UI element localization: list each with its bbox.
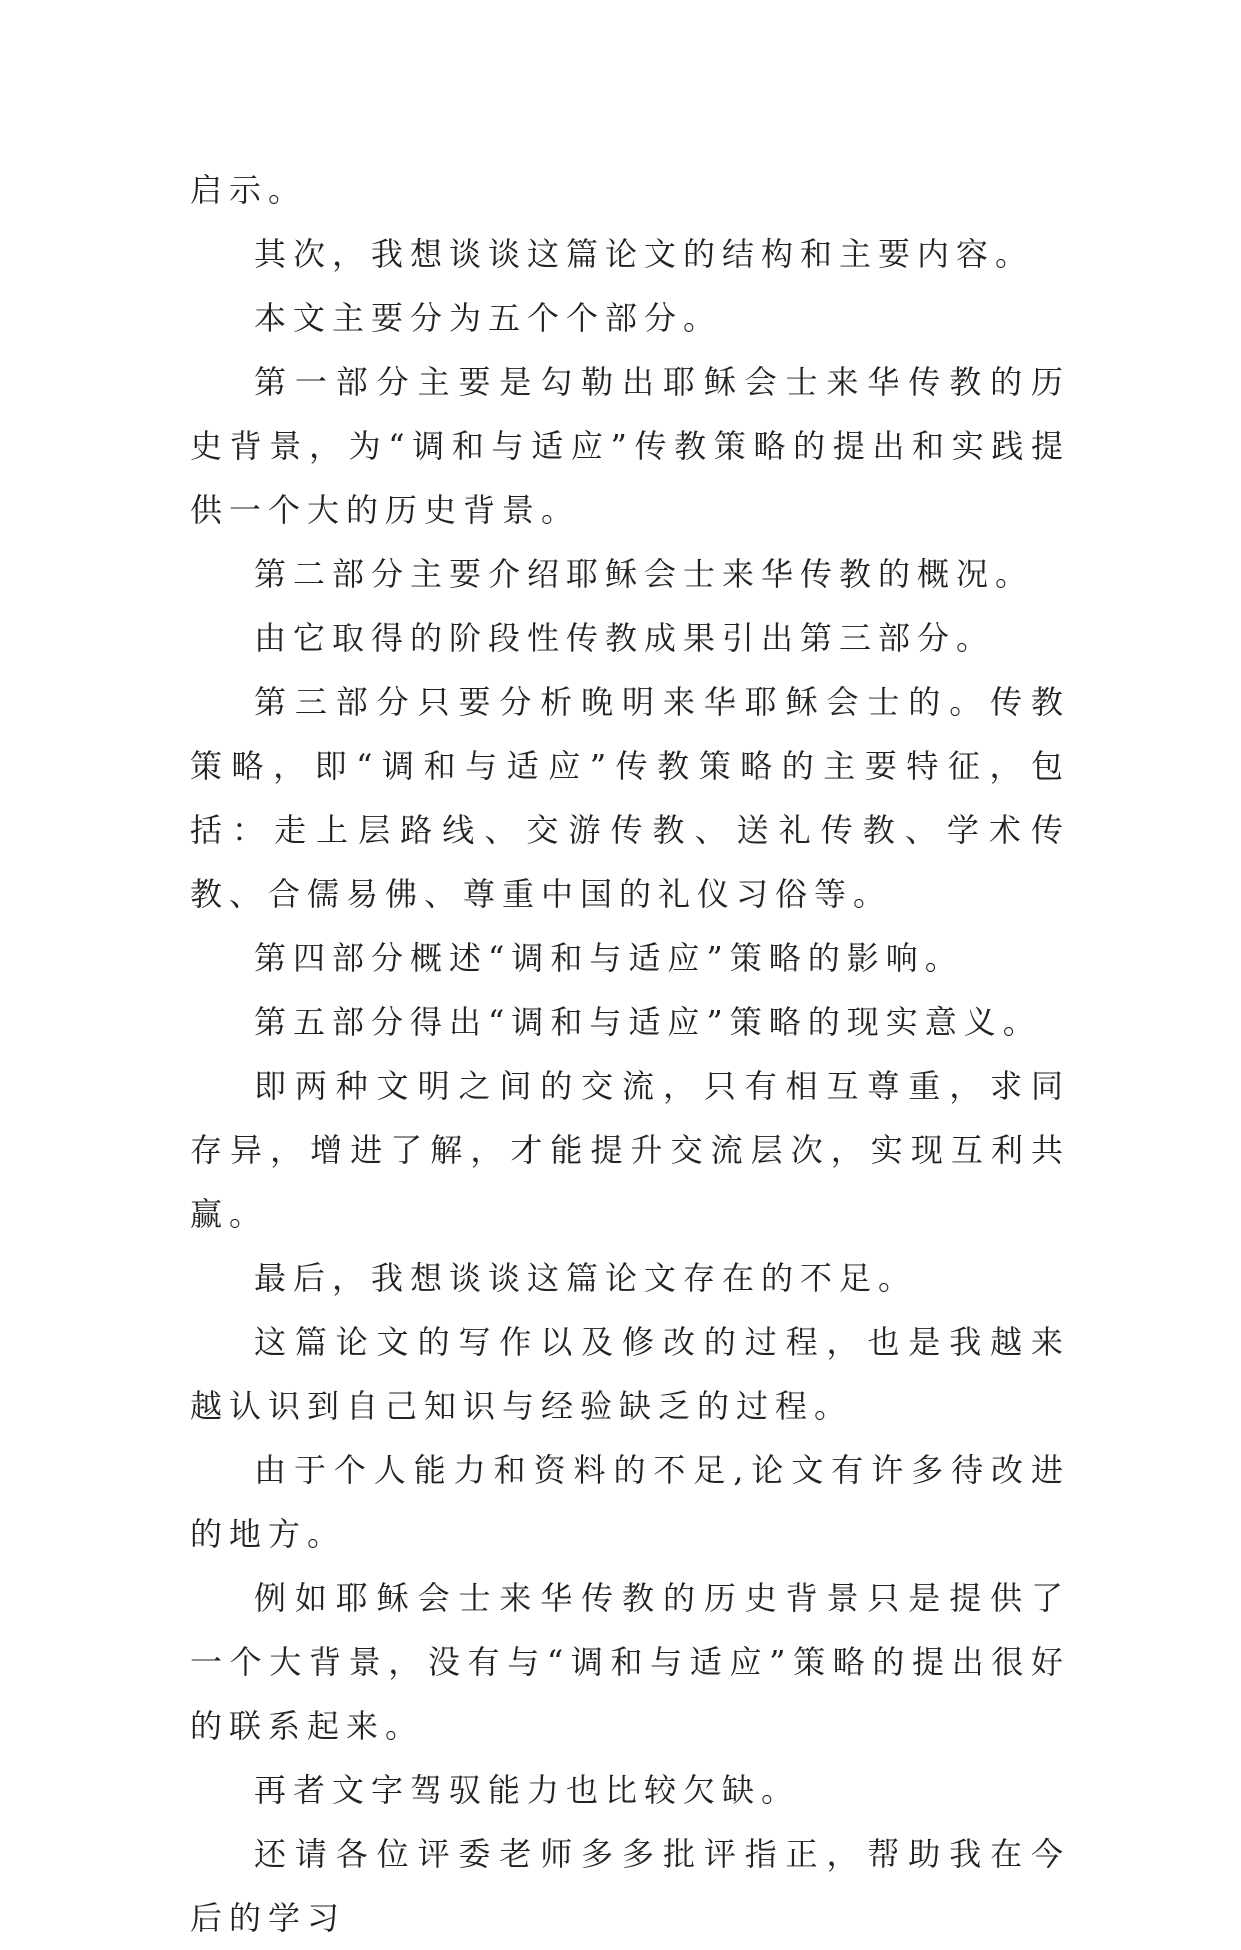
paragraph: 第二部分主要介绍耶稣会士来华传教的概况。 <box>254 555 1035 593</box>
paragraph: 还请各位评委老师多多批评指正，帮助我在今后的学习 <box>190 1835 1070 1937</box>
paragraph: 例如耶稣会士来华传教的历史背景只是提供了一个大背景，没有与“调和与适应”策略的提出很好的联系起来。 <box>190 1579 1070 1745</box>
paragraph: 本文主要分为五个个部分。 <box>254 299 723 337</box>
paragraph: 第四部分概述“调和与适应”策略的影响。 <box>254 939 964 977</box>
paragraph: 这篇论文的写作以及修改的过程，也是我越来越认识到自己知识与经验缺乏的过程。 <box>190 1323 1070 1425</box>
paragraph: 由它取得的阶段性传教成果引出第三部分。 <box>254 619 996 657</box>
paragraph: 由于个人能力和资料的不足,论文有许多待改进的地方。 <box>190 1451 1070 1553</box>
paragraph: 即两种文明之间的交流，只有相互尊重，求同存异，增进了解，才能提升交流层次，实现互利共赢。 <box>190 1067 1070 1233</box>
paragraph: 再者文字驾驭能力也比较欠缺。 <box>254 1771 801 1809</box>
paragraph: 其次，我想谈谈这篇论文的结构和主要内容。 <box>254 235 1035 273</box>
document-body <box>190 158 1070 1950</box>
paragraph: 第五部分得出“调和与适应”策略的现实意义。 <box>254 1003 1042 1041</box>
paragraph-continuation: 启示。 <box>190 171 308 209</box>
paragraph: 最后，我想谈谈这篇论文存在的不足。 <box>254 1259 918 1297</box>
paragraph: 第三部分只要分析晚明来华耶稣会士的。传教策略，即“调和与适应”传教策略的主要特征，包括：走上层路线、交游传教、送礼传教、学术传教、合儒易佛、尊重中国的礼仪习俗等。 <box>190 683 1070 913</box>
paragraph: 第一部分主要是勾勒出耶稣会士来华传教的历史背景，为“调和与适应”传教策略的提出和实践提供一个大的历史背景。 <box>190 363 1070 529</box>
